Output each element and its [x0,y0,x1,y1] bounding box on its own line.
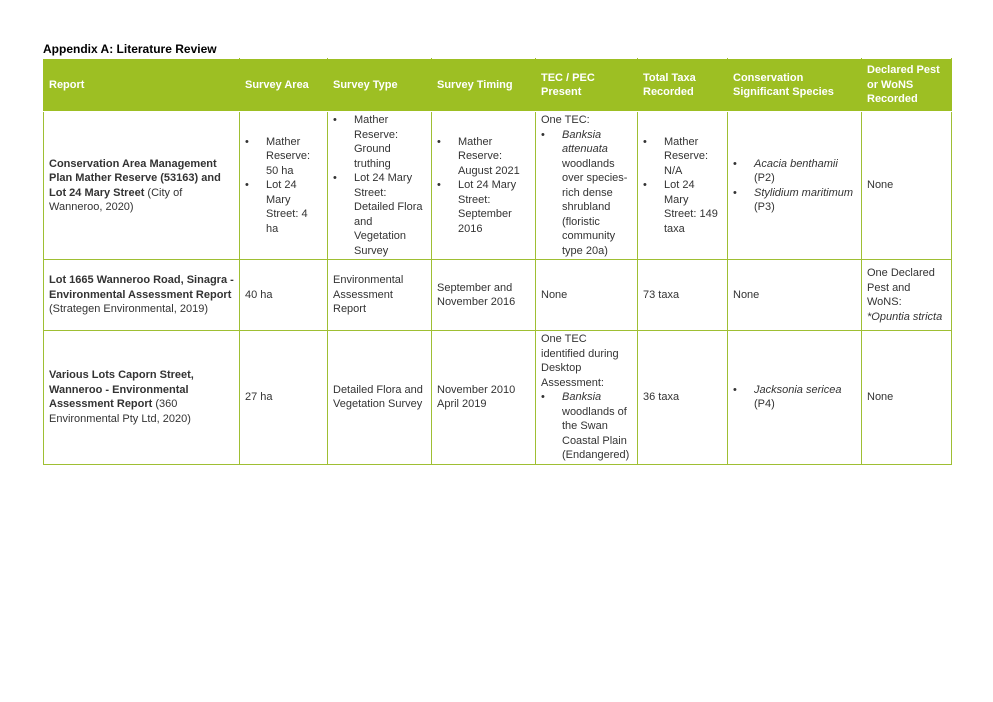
list-item: • Lot 24 Mary Street: 4 ha [245,178,322,236]
table-header-row [44,59,952,112]
report-title: Conservation Area Management Plan Mather Reserve (53163) and Lot 24 Mary Street [49,157,221,199]
report-source: (City of Wanneroo, 2020) [49,186,183,213]
survey-area-cell [240,112,328,260]
pest-intro: One Declared Pest and WoNS: [867,267,935,308]
list-item: • Mather Reserve: 50 ha [245,135,322,179]
survey-timing-line: April 2019 [437,398,487,411]
col-header-survey-area: Survey Area [240,59,328,112]
declared-pest-cell: None [862,112,952,260]
pest-species: *Opuntia stricta [867,310,943,323]
list-item [541,128,632,259]
survey-area-cell: 27 ha [240,331,328,465]
total-taxa-cell: 73 taxa [638,260,728,331]
survey-type-cell [328,112,432,260]
species-status: (P4) [754,398,775,411]
list-item: • Mather Reserve: Ground truthing [333,113,426,171]
tec-pec-cell [536,331,638,465]
list-item: • Lot 24 Mary Street: September 2016 [437,178,530,236]
species-name: Acacia benthamii [754,157,838,170]
tec-species: Banksia [562,391,602,403]
report-title: Various Lots Caporn Street, Wanneroo - Environmental Assessment Report [49,369,194,411]
survey-timing-cell: September and November 2016 [432,260,536,331]
col-header-conservation-species: Conservation Significant Species [728,59,862,112]
declared-pest-cell: None [862,331,952,465]
tec-species: Banksia attenuata [562,128,608,155]
tec-pec-cell [536,112,638,260]
conservation-species-cell [728,331,862,465]
report-title: Lot 1665 Wanneroo Road, Sinagra - Environmental Assessment Report [49,274,234,301]
list-item [733,186,856,215]
declared-pest-cell [862,260,952,331]
report-cell [44,260,240,331]
survey-type-cell: Environmental Assessment Report [328,260,432,331]
list-item: • Lot 24 Mary Street: Detailed Flora and Vegetation Survey [333,171,426,258]
col-header-report: Report [44,59,240,112]
conservation-species-cell [728,112,862,260]
list-item: • Mather Reserve: August 2021 [437,135,530,179]
species-status: (P3) [754,201,775,213]
total-taxa-cell [638,112,728,260]
tec-description: woodlands over species-rich dense shrubland (floristic community type 20a) [562,157,628,257]
list-item: • Mather Reserve: N/A [643,135,722,179]
col-header-survey-timing: Survey Timing [432,59,536,112]
col-header-tec-pec: TEC / PEC Present [536,59,638,112]
table-row [44,331,952,465]
tec-intro: One TEC: [541,114,590,126]
col-header-declared-pest: Declared Pest or WoNS Recorded [862,59,952,112]
report-cell [44,331,240,465]
total-taxa-cell: 36 taxa [638,331,728,465]
survey-type-cell: Detailed Flora and Vegetation Survey [328,331,432,465]
table-row [44,260,952,331]
tec-intro: One TEC identified during Desktop Assessment: [541,333,619,389]
conservation-species-cell: None [728,260,862,331]
survey-timing-cell [432,331,536,465]
report-cell [44,112,240,260]
list-item [541,390,632,463]
species-status: (P2) [754,172,775,184]
list-item [733,383,856,412]
page-heading: Appendix A: Literature Review [43,42,217,56]
survey-timing-cell [432,112,536,260]
species-name: Jacksonia sericea [754,383,842,396]
list-item [733,157,856,186]
col-header-survey-type: Survey Type [328,59,432,112]
list-item: • Lot 24 Mary Street: 149 taxa [643,178,722,236]
survey-timing-line: November 2010 [437,383,516,396]
tec-description: woodlands of the Swan Coastal Plain (Endangered) [562,405,630,461]
literature-review-table [43,58,952,465]
report-source: (360 Environmental Pty Ltd, 2020) [49,398,191,425]
survey-area-cell: 40 ha [240,260,328,331]
species-name: Stylidium maritimum [754,186,854,199]
report-source: (Strategen Environmental, 2019) [49,303,208,316]
col-header-total-taxa: Total Taxa Recorded [638,59,728,112]
tec-pec-cell: None [536,260,638,331]
table-row [44,112,952,260]
